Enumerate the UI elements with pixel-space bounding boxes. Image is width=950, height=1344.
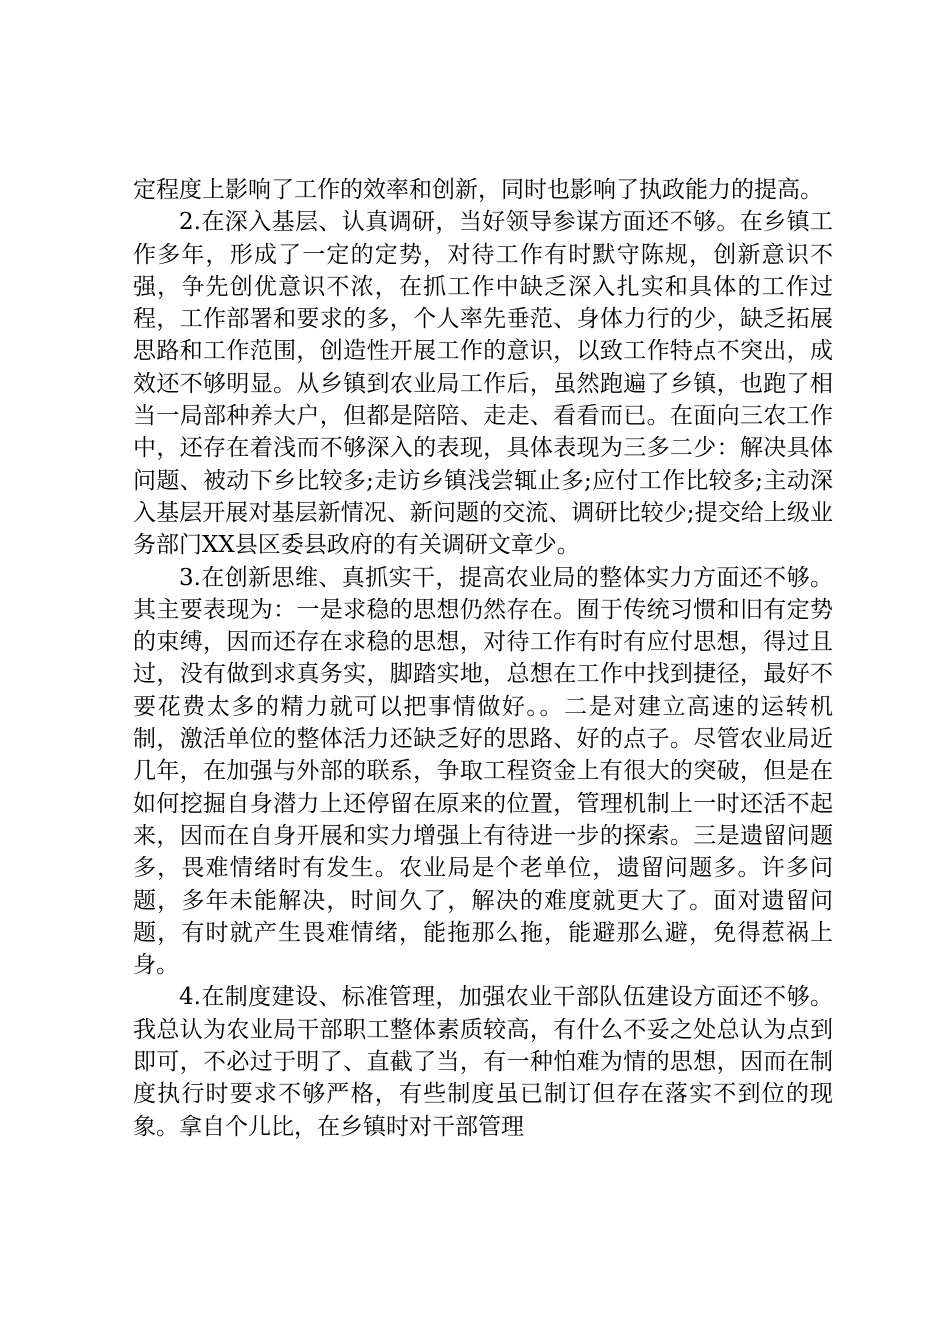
paragraph-item-2: 2.在深入基层、认真调研，当好领导参谋方面还不够。在乡镇工作多年，形成了一定的定势，对待工作有时默守陈规，创新意识不强，争先创优意识不浓，在抓工作中缺乏深入扎实和具体的工作过程，工作部署和要求的多，个人率先垂范、身体力行的少，缺乏拓展思路和工作范围，创造性开展工作的意识，以致工作特点不突出，成效还不够明显。从乡镇到农业局工作后，虽然跑遍了乡镇，也跑了相当一局部种养大户，但都是陪陪、走走、看看而已。在面向三农工作中，还存在着浅而不够深入的表现，具体表现为三多二少：解决具体问题、被动下乡比较多;走访乡镇浅尝辄止多;应付工作比较多;主动深入基层开展对基层新情况、新问题的交流、调研比较少;提交给上级业务部门XX县区委县政府的有关调研文章少。 (133, 209, 833, 559)
paragraph-item-4: 4.在制度建设、标准管理，加强农业干部队伍建设方面还不够。我总认为农业局干部职工整体素质较高，有什么不妥之处总认为点到即可，不必过于明了、直截了当，有一种怕难为情的思想，因而在制度执行时要求不够严格，有些制度虽已制订但存在落实不到位的现象。拿自个儿比，在乡镇时对干部管理 (133, 984, 833, 1140)
paragraph-item-3: 3.在创新思维、真抓实干，提高农业局的整体实力方面还不够。其主要表现为：一是求稳的思想仍然存在。囿于传统习惯和旧有定势的束缚，因而还存在求稳的思想，对待工作有时有应付思想，得过且过，没有做到求真务实，脚踏实地，总想在工作中找到捷径，最好不要花费太多的精力就可以把事情做好。。二是对建立高速的运转机制，激活单位的整体活力还缺乏好的思路、好的点子。尽管农业局近几年，在加强与外部的联系，争取工程资金上有很大的突破，但是在如何挖掘自身潜力上还停留在原来的位置，管理机制上一时还活不起来，因而在自身开展和实力增强上有待进一步的探索。三是遗留问题多，畏难情绪时有发生。农业局是个老单位，遗留问题多。许多问题，多年未能解决，时间久了，解决的难度就更大了。面对遗留问题，有时就产生畏难情绪，能拖那么拖，能避那么避，免得惹祸上身。 (133, 564, 833, 979)
paragraph-continuation: 定程度上影响了工作的效率和创新，同时也影响了执政能力的提高。 (133, 177, 823, 203)
document-page (133, 174, 833, 1143)
